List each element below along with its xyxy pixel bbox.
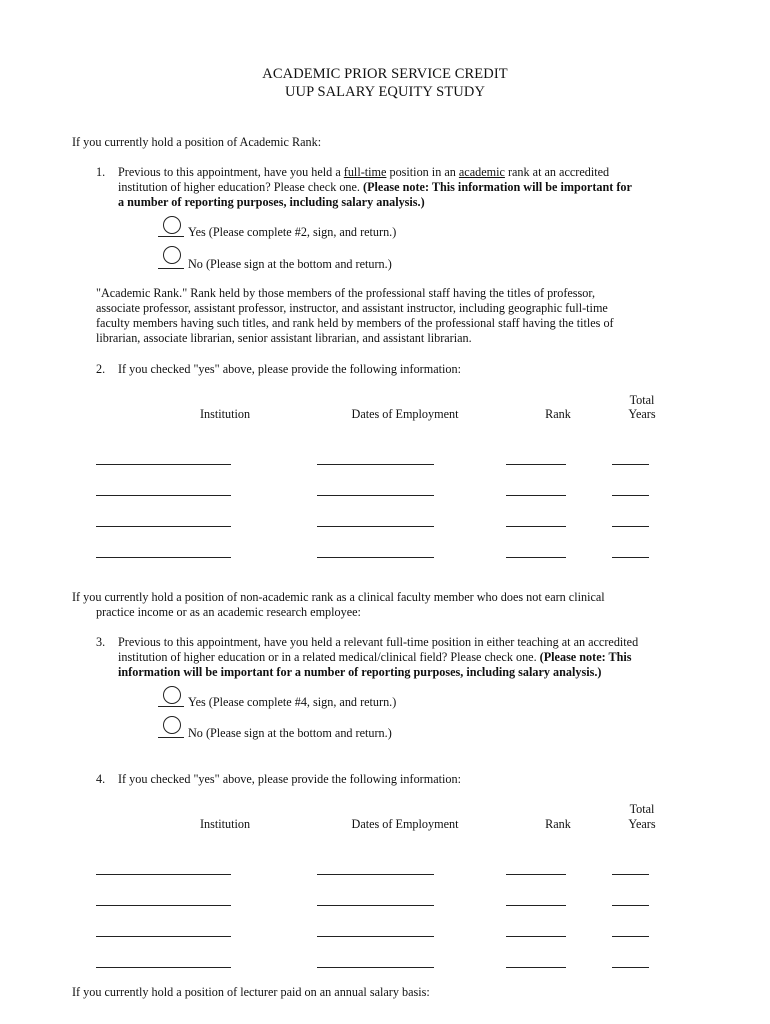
- q3-yes-underline: [158, 706, 184, 707]
- table-1-header-rank: Rank: [545, 407, 571, 421]
- question-1-number: 1.: [96, 165, 106, 179]
- table-1-row-2-dates-field[interactable]: [317, 495, 434, 496]
- question-3-number: 3.: [96, 635, 106, 649]
- question-3-check-one: institution of higher education or in a related medical/clinical field? Please check one.: [118, 650, 540, 664]
- lecturer-section-intro: If you currently hold a position of lecturer paid on an annual salary basis:: [72, 985, 430, 999]
- nonacademic-intro-line-2: practice income or as an academic research employee:: [96, 605, 361, 619]
- q1-no-underline: [158, 268, 184, 269]
- question-4-text: If you checked "yes" above, please provide the following information:: [118, 772, 461, 786]
- table-2-row-2-institution-field[interactable]: [96, 905, 231, 906]
- question-2-text: If you checked "yes" above, please provide the following information:: [118, 362, 461, 376]
- q1-yes-radio[interactable]: [163, 216, 181, 234]
- table-1-row-3-rank-field[interactable]: [506, 526, 566, 527]
- question-1-text-c: rank at an accredited: [504, 165, 610, 179]
- document-title-line-1: ACADEMIC PRIOR SERVICE CREDIT: [262, 66, 508, 82]
- table-2-row-1-institution-field[interactable]: [96, 874, 231, 875]
- academic-section-intro: If you currently hold a position of Academic Rank:: [72, 135, 322, 149]
- document-title-line-2: UUP SALARY EQUITY STUDY: [284, 84, 486, 100]
- table-2-row-4-rank-field[interactable]: [506, 967, 566, 968]
- table-2-row-2-rank-field[interactable]: [506, 905, 566, 906]
- q1-no-radio[interactable]: [163, 246, 181, 264]
- table-2-header-institution: Institution: [199, 817, 251, 831]
- question-3-note-a: (Please note: This: [539, 650, 632, 664]
- question-1-academic: academic: [458, 165, 505, 179]
- q1-no-label: No (Please sign at the bottom and return.): [188, 257, 392, 271]
- question-1-note-a: (Please note: This information will be important for: [363, 180, 632, 194]
- table-2-row-1-years-field[interactable]: [612, 874, 649, 875]
- definition-line-3: faculty members having such titles, and rank held by members of the professional staff having the titles of: [96, 316, 614, 330]
- definition-line-2: associate professor, assistant professor, instructor, and assistant instructor, including geographic full-time: [96, 301, 608, 315]
- table-1-row-1-institution-field[interactable]: [96, 464, 231, 465]
- question-1-text-a: Previous to this appointment, have you held a: [118, 165, 344, 179]
- question-1-line-2: [118, 180, 632, 195]
- q3-no-radio[interactable]: [163, 716, 181, 734]
- table-2-row-1-dates-field[interactable]: [317, 874, 434, 875]
- table-1-row-1-dates-field[interactable]: [317, 464, 434, 465]
- table-2-header-dates: Dates of Employment: [351, 817, 459, 831]
- question-3-line-1: Previous to this appointment, have you held a relevant full-time position in either teaching at an accredited: [118, 635, 639, 649]
- q1-yes-label: Yes (Please complete #2, sign, and return.): [188, 225, 397, 239]
- definition-line-1: "Academic Rank." Rank held by those members of the professional staff having the titles of professor,: [96, 286, 595, 300]
- table-1-row-2-institution-field[interactable]: [96, 495, 231, 496]
- table-2-row-4-years-field[interactable]: [612, 967, 649, 968]
- table-2-row-4-dates-field[interactable]: [317, 967, 434, 968]
- question-3-line-2: [118, 650, 632, 665]
- table-1-header-institution: Institution: [199, 407, 251, 421]
- nonacademic-intro-line-1: If you currently hold a position of non-academic rank as a clinical faculty member who does not earn clinical: [72, 590, 605, 604]
- q1-yes-underline: [158, 236, 184, 237]
- table-1-row-4-years-field[interactable]: [612, 557, 649, 558]
- question-1-note-b: a number of reporting purposes, including salary analysis.): [118, 195, 425, 209]
- table-1-row-1-years-field[interactable]: [612, 464, 649, 465]
- table-1-row-3-dates-field[interactable]: [317, 526, 434, 527]
- table-2-row-3-years-field[interactable]: [612, 936, 649, 937]
- table-1-header-dates: Dates of Employment: [351, 407, 459, 421]
- question-1-text-b: position in an: [386, 165, 459, 179]
- table-1-row-1-rank-field[interactable]: [506, 464, 566, 465]
- table-1-row-4-institution-field[interactable]: [96, 557, 231, 558]
- table-2-row-4-institution-field[interactable]: [96, 967, 231, 968]
- table-2-row-2-years-field[interactable]: [612, 905, 649, 906]
- question-1-full-time: full-time: [343, 165, 387, 179]
- table-1-row-3-years-field[interactable]: [612, 526, 649, 527]
- table-2-header-years: Years: [628, 817, 656, 831]
- table-2-row-3-institution-field[interactable]: [96, 936, 231, 937]
- table-2-row-2-dates-field[interactable]: [317, 905, 434, 906]
- question-1-check-one: institution of higher education? Please check one.: [118, 180, 364, 194]
- table-1-row-3-institution-field[interactable]: [96, 526, 231, 527]
- question-1-line-1: [118, 165, 609, 180]
- table-2-row-3-rank-field[interactable]: [506, 936, 566, 937]
- table-2-header-total: Total: [629, 802, 655, 816]
- q3-yes-label: Yes (Please complete #4, sign, and return.): [188, 695, 397, 709]
- table-1-row-2-rank-field[interactable]: [506, 495, 566, 496]
- table-2-row-1-rank-field[interactable]: [506, 874, 566, 875]
- table-1-header-years: Years: [628, 407, 656, 421]
- q3-yes-radio[interactable]: [163, 686, 181, 704]
- question-2-number: 2.: [96, 362, 106, 376]
- q3-no-underline: [158, 737, 184, 738]
- table-2-header-rank: Rank: [545, 817, 571, 831]
- q3-no-label: No (Please sign at the bottom and return.): [188, 726, 392, 740]
- table-1-row-2-years-field[interactable]: [612, 495, 649, 496]
- table-1-row-4-dates-field[interactable]: [317, 557, 434, 558]
- question-3-note-b: information will be important for a number of reporting purposes, including salary analysis.): [118, 665, 602, 679]
- table-1-header-total: Total: [629, 393, 655, 407]
- table-1-row-4-rank-field[interactable]: [506, 557, 566, 558]
- table-2-row-3-dates-field[interactable]: [317, 936, 434, 937]
- definition-line-4: librarian, associate librarian, senior assistant librarian, and assistant librarian.: [96, 331, 472, 345]
- question-4-number: 4.: [96, 772, 106, 786]
